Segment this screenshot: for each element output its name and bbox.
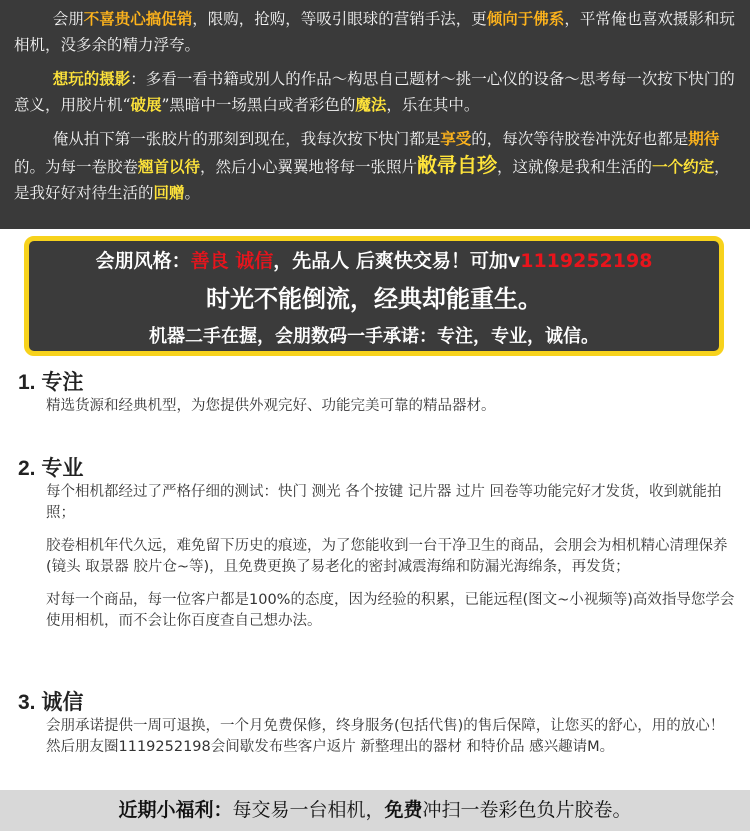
section-paragraph: 对每一个商品，每一位客户都是100%的态度，因为经验的积累，已能远程(图文~小视频等)高效指导您学会使用相机，而不会让你百度查自己想办法。 — [46, 592, 735, 629]
banner-line-1 — [29, 246, 719, 273]
section-body — [46, 396, 738, 417]
intro-panel — [0, 0, 750, 229]
intro-paragraph-1 — [14, 6, 740, 58]
intro-highlight: 翘首以待 — [138, 157, 201, 176]
footer-text: 每交易一台相机， — [232, 799, 385, 821]
section-focus — [18, 366, 738, 429]
section-title: 2. 专业 — [18, 457, 84, 480]
intro-text: ，然后小心翼翼地将每一张照片 — [200, 158, 418, 176]
intro-highlight: 倾向于佛系 — [486, 9, 565, 28]
intro-text: 会朋 — [52, 10, 84, 28]
section-integrity — [18, 686, 738, 770]
section-paragraph: 每个相机都经过了严格仔细的测试：快门 测光 各个按键 记片器 过片 回卷等功能完好才发货，收到就能拍照； — [46, 484, 722, 521]
intro-text: ，平常俺也喜欢摄影和玩相机，没多余的精力浮夸。 — [14, 10, 735, 54]
banner-text: 会朋风格： — [95, 250, 191, 272]
section-body — [46, 482, 738, 632]
intro-text: ，限购，抢购，等吸引眼球的营销手法，更 — [192, 10, 487, 28]
section-paragraph: 精选货源和经典机型，为您提供外观完好、功能完美可靠的精品器材。 — [46, 398, 496, 414]
intro-text: ：多看一看书籍或别人的作品～构思自己题材～挑一心仪的设备～思考每一次按下快门的意义，用胶片机“ — [14, 70, 735, 114]
section-professional — [18, 452, 738, 644]
footer-label: 近期小福利： — [118, 799, 233, 821]
intro-highlight: 想玩的摄影 — [52, 69, 131, 88]
banner-text: ，先品人 后爽快交易！可加v — [273, 250, 521, 272]
intro-highlight: 享受 — [440, 129, 472, 148]
intro-highlight: 期待 — [688, 129, 720, 148]
intro-paragraph-2 — [14, 66, 740, 118]
intro-text: 俺从拍下第一张胶片的那刻到现在，我每次按下快门都是 — [52, 130, 441, 148]
banner-line-3: 机器二手在握，会朋数码一手承诺：专注，专业，诚信。 — [149, 326, 599, 347]
section-body — [46, 716, 738, 758]
section-paragraph: 会朋承诺提供一周可退换，一个月免费保修，终身服务(包括代售)的售后保障，让您买的舒心，用的放心！ 然后朋友圈1119252198会间歇发布些客户返片 新整理出的器材 和特价品 感兴趣请M。 — [46, 718, 725, 755]
intro-highlight: 破展 — [130, 95, 162, 114]
intro-highlight: 敝帚自珍 — [417, 153, 498, 177]
intro-paragraph-3 — [14, 126, 740, 206]
intro-highlight: 魔法 — [355, 95, 387, 114]
style-banner — [24, 236, 724, 356]
benefit-footer — [0, 790, 750, 831]
section-title: 3. 诚信 — [18, 691, 84, 714]
intro-text: ，是我好好对待生活的 — [14, 158, 730, 202]
intro-highlight: 回赠 — [153, 183, 185, 202]
banner-line-2: 时光不能倒流，经典却能重生。 — [206, 285, 542, 313]
contact-number: 1119252198 — [520, 250, 653, 272]
intro-highlight: 一个约定 — [652, 157, 715, 176]
banner-highlight: 善良 诚信 — [190, 250, 274, 272]
section-paragraph: 胶卷相机年代久远，难免留下历史的痕迹，为了您能收到一台干净卫生的商品，会朋会为相机精心清理保养(镜头 取景器 胶片仓~等)，且免费更换了易老化的密封减震海绵和防漏光海绵条，再发货； — [46, 538, 728, 575]
intro-text: 的。为每一卷胶卷 — [14, 158, 139, 176]
intro-text: ，这就像是我和生活的 — [497, 158, 653, 176]
intro-text: 。 — [184, 184, 201, 202]
intro-text: ，乐在其中。 — [386, 96, 480, 114]
footer-highlight: 免费 — [384, 799, 423, 821]
intro-text: 的，每次等待胶卷冲洗好也都是 — [471, 130, 689, 148]
intro-text: ”黑暗中一场黑白或者彩色的 — [161, 96, 356, 114]
intro-highlight: 不喜贵心搞促销 — [83, 9, 193, 28]
footer-text: 冲扫一卷彩色负片胶卷。 — [422, 799, 632, 821]
section-title: 1. 专注 — [18, 371, 84, 394]
